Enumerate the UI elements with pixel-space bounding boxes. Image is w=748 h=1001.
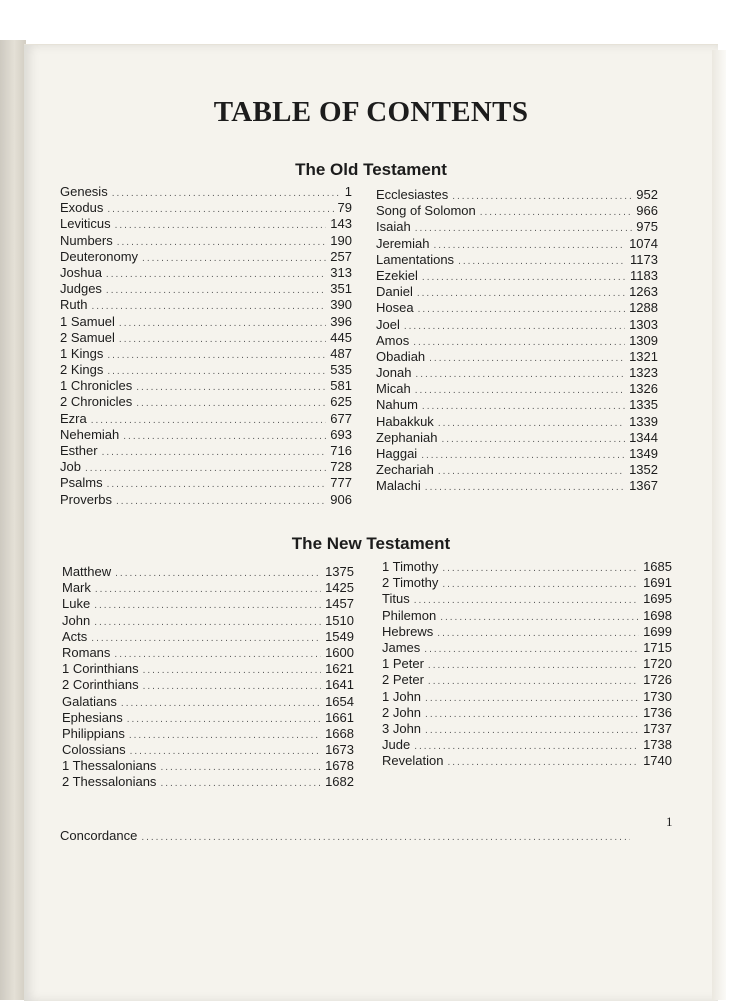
toc-entry-page: 1691: [643, 575, 672, 591]
toc-entry[interactable]: [60, 492, 352, 508]
toc-entry-page: 1549: [325, 628, 354, 644]
toc-entry-page: 1695: [643, 591, 672, 607]
toc-entry-page: 1510: [325, 612, 354, 628]
toc-entry-name: Joel: [376, 316, 400, 332]
toc-entry-page: 1685: [643, 559, 672, 574]
toc-entry[interactable]: [382, 591, 672, 607]
leader-dots: [91, 299, 326, 315]
toc-entry-name: Haggai: [376, 446, 418, 461]
toc-entry[interactable]: [60, 394, 352, 410]
leader-dots: [458, 254, 626, 270]
toc-entry-page: 1654: [325, 693, 354, 709]
toc-entry-name: John: [62, 612, 91, 628]
leader-dots: [142, 251, 326, 267]
leader-dots: [417, 286, 625, 302]
old-testament-heading: The Old Testament: [295, 160, 447, 179]
toc-entry-name: Galatians: [62, 693, 117, 709]
toc-entry[interactable]: [60, 216, 352, 232]
leader-dots: [424, 642, 639, 658]
leader-dots: [127, 712, 321, 728]
toc-entry-name: Psalms: [60, 475, 103, 491]
toc-entry[interactable]: [62, 661, 354, 677]
toc-entry-name: Jeremiah: [376, 235, 430, 251]
toc-entry[interactable]: [382, 575, 672, 591]
toc-entry-page: 1699: [643, 623, 672, 639]
toc-entry-page: 79: [337, 200, 352, 216]
toc-entry-name: Amos: [376, 332, 410, 348]
toc-entry-name: Zechariah: [376, 462, 434, 478]
toc-entry-page: 1698: [643, 607, 672, 623]
toc-entry-page: 257: [330, 248, 352, 264]
toc-entry-page: 143: [330, 216, 352, 232]
toc-entry[interactable]: [376, 414, 658, 430]
toc-entry-page: 313: [330, 264, 352, 280]
leader-dots: [143, 663, 321, 679]
toc-entry[interactable]: [60, 459, 352, 475]
new-testament-heading: The New Testament: [291, 534, 451, 553]
toc-entry-name: Leviticus: [60, 216, 111, 232]
toc-entry-page: 1349: [629, 446, 658, 461]
toc-entry[interactable]: [62, 613, 354, 629]
leader-dots: [143, 679, 321, 695]
toc-entry[interactable]: [62, 629, 354, 645]
leader-dots: [418, 302, 626, 318]
toc-entry-name: 2 Chronicles: [60, 394, 133, 410]
leader-dots: [95, 582, 321, 598]
toc-entry[interactable]: [60, 378, 352, 394]
leader-dots: [160, 760, 321, 776]
leader-dots: [415, 221, 633, 237]
toc-entry-page: 1621: [325, 661, 354, 677]
toc-entry-name: 1 Kings: [60, 345, 104, 361]
toc-entry-name: 2 Timothy: [382, 575, 439, 591]
toc-entry-page: 1457: [325, 596, 354, 612]
toc-entry-page: 952: [636, 187, 658, 202]
leader-dots: [425, 723, 639, 739]
leader-dots: [106, 267, 326, 283]
toc-entry-name: Philippians: [62, 725, 125, 741]
toc-entry-name: 3 John: [382, 720, 422, 736]
toc-entry-page: 1326: [629, 381, 658, 397]
toc-entry-page: 1303: [629, 316, 658, 332]
toc-entry-page: 581: [330, 378, 352, 394]
leader-dots: [116, 494, 326, 510]
toc-entry-page: 1074: [629, 235, 658, 251]
toc-entry-name: Ecclesiastes: [376, 187, 449, 202]
toc-entry-page: 1: [344, 184, 352, 199]
toc-entry-page: 1263: [629, 284, 658, 300]
new-testament-left-column: [62, 564, 354, 791]
toc-entry-name: Malachi: [376, 478, 421, 494]
toc-entry-page: 351: [330, 281, 352, 297]
toc-entry-name: Titus: [382, 591, 410, 607]
toc-entry[interactable]: [60, 362, 352, 378]
leader-dots: [433, 238, 625, 254]
leader-dots: [85, 461, 326, 477]
toc-entry-page: 1367: [629, 478, 658, 494]
old-testament-right-column: [376, 187, 658, 495]
leader-dots: [422, 270, 626, 286]
toc-entry[interactable]: [60, 427, 352, 443]
leader-dots: [441, 432, 625, 448]
leader-dots: [136, 380, 326, 396]
leader-dots: [428, 674, 639, 690]
toc-entry[interactable]: [376, 284, 658, 300]
book-binding: [0, 40, 26, 1000]
toc-entry[interactable]: [376, 236, 658, 252]
toc-entry-name: 2 Samuel: [60, 329, 115, 345]
leader-dots: [117, 235, 327, 251]
toc-entry[interactable]: [382, 689, 672, 705]
toc-entry-name: 2 Corinthians: [62, 677, 139, 693]
toc-entry-page: 390: [330, 297, 352, 313]
leader-dots: [91, 413, 327, 429]
toc-entry[interactable]: [382, 608, 672, 624]
leader-dots: [94, 598, 321, 614]
leader-dots: [429, 351, 625, 367]
toc-entry-name: Genesis: [60, 184, 108, 199]
toc-entry-name: 1 Samuel: [60, 313, 115, 329]
toc-entry-page: 1600: [325, 644, 354, 660]
toc-entry-name: Habakkuk: [376, 413, 434, 429]
leader-dots: [442, 577, 639, 593]
toc-entry[interactable]: [60, 249, 352, 265]
toc-entry-name: Hebrews: [382, 623, 434, 639]
leader-dots: [421, 448, 625, 464]
leader-dots: [425, 707, 639, 723]
toc-entry-name: Acts: [62, 628, 88, 644]
toc-entry-page: 1737: [643, 720, 672, 736]
toc-entry[interactable]: [60, 443, 352, 459]
toc-entry-name: 1 Peter: [382, 656, 424, 672]
toc-entry-name: James: [382, 639, 421, 655]
toc-entry-page: 677: [330, 410, 352, 426]
toc-entry[interactable]: [62, 710, 354, 726]
toc-entry-page: 1375: [325, 564, 354, 579]
leader-dots: [442, 561, 639, 577]
toc-entry-page: 1173: [630, 251, 658, 267]
leader-dots: [115, 218, 327, 234]
toc-entry[interactable]: [60, 346, 352, 362]
toc-entry-name: Song of Solomon: [376, 203, 476, 219]
toc-entry-page: 1344: [629, 429, 658, 445]
toc-entry[interactable]: [60, 475, 352, 491]
leader-dots: [414, 739, 639, 755]
toc-entry-page: 1726: [643, 672, 672, 688]
toc-entry-page: 1720: [643, 656, 672, 672]
toc-entry-name: 2 Thessalonians: [62, 774, 157, 790]
toc-entry-page: 1740: [643, 753, 672, 769]
toc-entry-name: 1 Corinthians: [62, 661, 139, 677]
toc-entry-page: 535: [330, 362, 352, 378]
toc-entry-name: Mark: [62, 580, 91, 596]
toc-entry-name: Proverbs: [60, 491, 113, 507]
leader-dots: [115, 566, 321, 582]
toc-entry[interactable]: [376, 252, 658, 268]
toc-entry-name: Obadiah: [376, 348, 426, 364]
page-title: TABLE OF CONTENTS: [213, 96, 529, 128]
toc-entry-name: Luke: [62, 596, 91, 612]
toc-entry-page: 487: [330, 345, 352, 361]
toc-entry-page: 693: [330, 426, 352, 442]
toc-entry[interactable]: [60, 330, 352, 346]
toc-entry-name: Philemon: [382, 607, 437, 623]
toc-entry-name: Exodus: [60, 200, 104, 216]
new-testament-right-column: [382, 559, 672, 769]
toc-entry-page: 777: [330, 475, 352, 491]
leader-dots: [141, 830, 630, 846]
leader-dots: [121, 696, 321, 712]
leader-dots: [123, 429, 326, 445]
leader-dots: [480, 205, 633, 221]
toc-entry-page: 396: [330, 313, 352, 329]
leader-dots: [106, 283, 326, 299]
toc-entry[interactable]: [376, 462, 658, 478]
leader-dots: [112, 186, 341, 202]
toc-entry-name: Zephaniah: [376, 429, 438, 445]
toc-entry[interactable]: [376, 187, 658, 203]
leader-dots: [428, 658, 639, 674]
toc-entry-name: 1 John: [382, 688, 422, 704]
leader-dots: [102, 445, 327, 461]
leader-dots: [136, 396, 326, 412]
toc-entry-page: 1730: [643, 688, 672, 704]
toc-entry-name: 2 John: [382, 704, 422, 720]
leader-dots: [119, 316, 326, 332]
toc-entry-name: Lamentations: [376, 251, 455, 267]
toc-entry[interactable]: [376, 365, 658, 381]
leader-dots: [94, 615, 321, 631]
toc-entry-page: 975: [636, 219, 658, 235]
toc-entry-name: Ruth: [60, 297, 88, 313]
toc-entry-name: Joshua: [60, 264, 102, 280]
leader-dots: [119, 332, 326, 348]
toc-entry[interactable]: [62, 564, 354, 580]
leader-dots: [414, 593, 639, 609]
toc-entry-name: Ephesians: [62, 709, 123, 725]
toc-entry[interactable]: [382, 559, 672, 575]
toc-entry[interactable]: [376, 397, 658, 413]
toc-entry-name: Concordance: [60, 828, 138, 843]
toc-entry-name: Numbers: [60, 232, 113, 248]
toc-entry-page: 1321: [629, 348, 658, 364]
toc-entry-name: 1 Chronicles: [60, 378, 133, 394]
toc-entry[interactable]: [60, 184, 352, 200]
leader-dots: [107, 202, 333, 218]
toc-entry[interactable]: [62, 758, 354, 774]
leader-dots: [422, 399, 625, 415]
toc-entry-name: Judges: [60, 281, 102, 297]
leader-dots: [425, 480, 625, 496]
leader-dots: [447, 755, 639, 771]
toc-entry-page: 1352: [629, 462, 658, 478]
toc-entry[interactable]: [382, 624, 672, 640]
toc-entry[interactable]: [376, 478, 658, 494]
toc-entry[interactable]: [60, 233, 352, 249]
toc-entry-page: 190: [330, 232, 352, 248]
leader-dots: [91, 631, 321, 647]
toc-entry-page: 1682: [325, 774, 354, 790]
toc-entry[interactable]: [376, 317, 658, 333]
toc-entry-page: 1738: [643, 737, 672, 753]
toc-entry-name: Isaiah: [376, 219, 411, 235]
toc-entry-name: 2 Peter: [382, 672, 424, 688]
page-edge: [712, 50, 726, 1000]
toc-entry-name: Colossians: [62, 742, 126, 758]
leader-dots: [452, 189, 632, 205]
leader-dots: [415, 367, 625, 383]
toc-entry-name: 2 Kings: [60, 362, 104, 378]
toc-entry-page: 1661: [325, 709, 354, 725]
toc-entry[interactable]: [62, 645, 354, 661]
toc-entry-name: 1 Timothy: [382, 559, 439, 574]
toc-entry[interactable]: [376, 333, 658, 349]
toc-entry-name: Nahum: [376, 397, 418, 413]
concordance-entry[interactable]: [60, 828, 634, 844]
toc-entry-page: 1668: [325, 725, 354, 741]
leader-dots: [129, 728, 321, 744]
toc-entry[interactable]: [60, 411, 352, 427]
toc-entry-page: 1641: [325, 677, 354, 693]
toc-entry[interactable]: [62, 694, 354, 710]
toc-entry[interactable]: [376, 300, 658, 316]
toc-entry[interactable]: [376, 203, 658, 219]
toc-entry-page: 1339: [629, 413, 658, 429]
toc-entry-name: Job: [60, 459, 81, 475]
leader-dots: [437, 626, 639, 642]
toc-entry[interactable]: [376, 430, 658, 446]
toc-entry[interactable]: [62, 596, 354, 612]
toc-entry[interactable]: [62, 742, 354, 758]
toc-entry-page: 1715: [643, 639, 672, 655]
toc-entry-page: 1323: [629, 365, 658, 381]
toc-entry[interactable]: [382, 640, 672, 656]
toc-entry-page: 716: [330, 443, 352, 458]
leader-dots: [438, 416, 625, 432]
toc-entry-name: Revelation: [382, 753, 444, 769]
toc-entry[interactable]: [382, 656, 672, 672]
old-testament-left-column: [60, 184, 352, 508]
leader-dots: [404, 319, 625, 335]
leader-dots: [130, 744, 321, 760]
toc-entry-page: 625: [330, 394, 352, 410]
toc-entry-name: Jonah: [376, 365, 412, 381]
leader-dots: [413, 335, 625, 351]
toc-entry-page: 1673: [325, 742, 354, 758]
toc-entry[interactable]: [62, 726, 354, 742]
leader-dots: [107, 364, 326, 380]
toc-entry-page: 1183: [630, 267, 658, 283]
toc-entry-name: Deuteronomy: [60, 248, 139, 264]
toc-entry[interactable]: [382, 721, 672, 737]
leader-dots: [114, 647, 321, 663]
toc-entry-page: 1309: [629, 332, 658, 348]
toc-entry[interactable]: [62, 774, 354, 790]
toc-entry[interactable]: [382, 705, 672, 721]
toc-entry[interactable]: [60, 297, 352, 313]
toc-entry-name: Daniel: [376, 284, 413, 300]
toc-entry-name: Romans: [62, 644, 111, 660]
toc-entry[interactable]: [376, 381, 658, 397]
toc-entry[interactable]: [382, 753, 672, 769]
leader-dots: [415, 383, 625, 399]
toc-entry-name: Ezekiel: [376, 267, 418, 283]
toc-entry-page: 906: [330, 491, 352, 507]
toc-entry-page: 1288: [629, 300, 658, 316]
toc-entry-name: Hosea: [376, 300, 414, 316]
leader-dots: [425, 691, 639, 707]
leader-dots: [160, 776, 321, 792]
toc-entry-page: 1335: [629, 397, 658, 413]
toc-entry[interactable]: [376, 219, 658, 235]
concordance-page-number: 1: [666, 814, 673, 829]
leader-dots: [440, 610, 639, 626]
toc-entry[interactable]: [62, 580, 354, 596]
toc-entry[interactable]: [60, 281, 352, 297]
toc-entry-page: 445: [330, 329, 352, 345]
toc-entry-name: Nehemiah: [60, 426, 120, 442]
toc-entry[interactable]: [60, 314, 352, 330]
toc-entry-name: Jude: [382, 737, 411, 753]
toc-entry[interactable]: [62, 677, 354, 693]
toc-entry[interactable]: [376, 349, 658, 365]
toc-entry[interactable]: [60, 200, 352, 216]
toc-entry-page: 966: [636, 203, 658, 219]
toc-entry[interactable]: [382, 672, 672, 688]
toc-entry[interactable]: [376, 446, 658, 462]
toc-entry-name: Esther: [60, 443, 98, 458]
toc-entry-page: 1678: [325, 758, 354, 774]
toc-entry-name: 1 Thessalonians: [62, 758, 157, 774]
leader-dots: [438, 464, 625, 480]
toc-entry-name: Micah: [376, 381, 411, 397]
leader-dots: [107, 348, 326, 364]
toc-entry-page: 1425: [325, 580, 354, 596]
toc-entry-page: 1736: [643, 704, 672, 720]
toc-entry[interactable]: [382, 737, 672, 753]
toc-entry-name: Matthew: [62, 564, 112, 579]
leader-dots: [107, 477, 327, 493]
toc-entry[interactable]: [60, 265, 352, 281]
toc-entry[interactable]: [376, 268, 658, 284]
toc-entry-name: Ezra: [60, 410, 87, 426]
toc-entry-page: 728: [330, 459, 352, 475]
